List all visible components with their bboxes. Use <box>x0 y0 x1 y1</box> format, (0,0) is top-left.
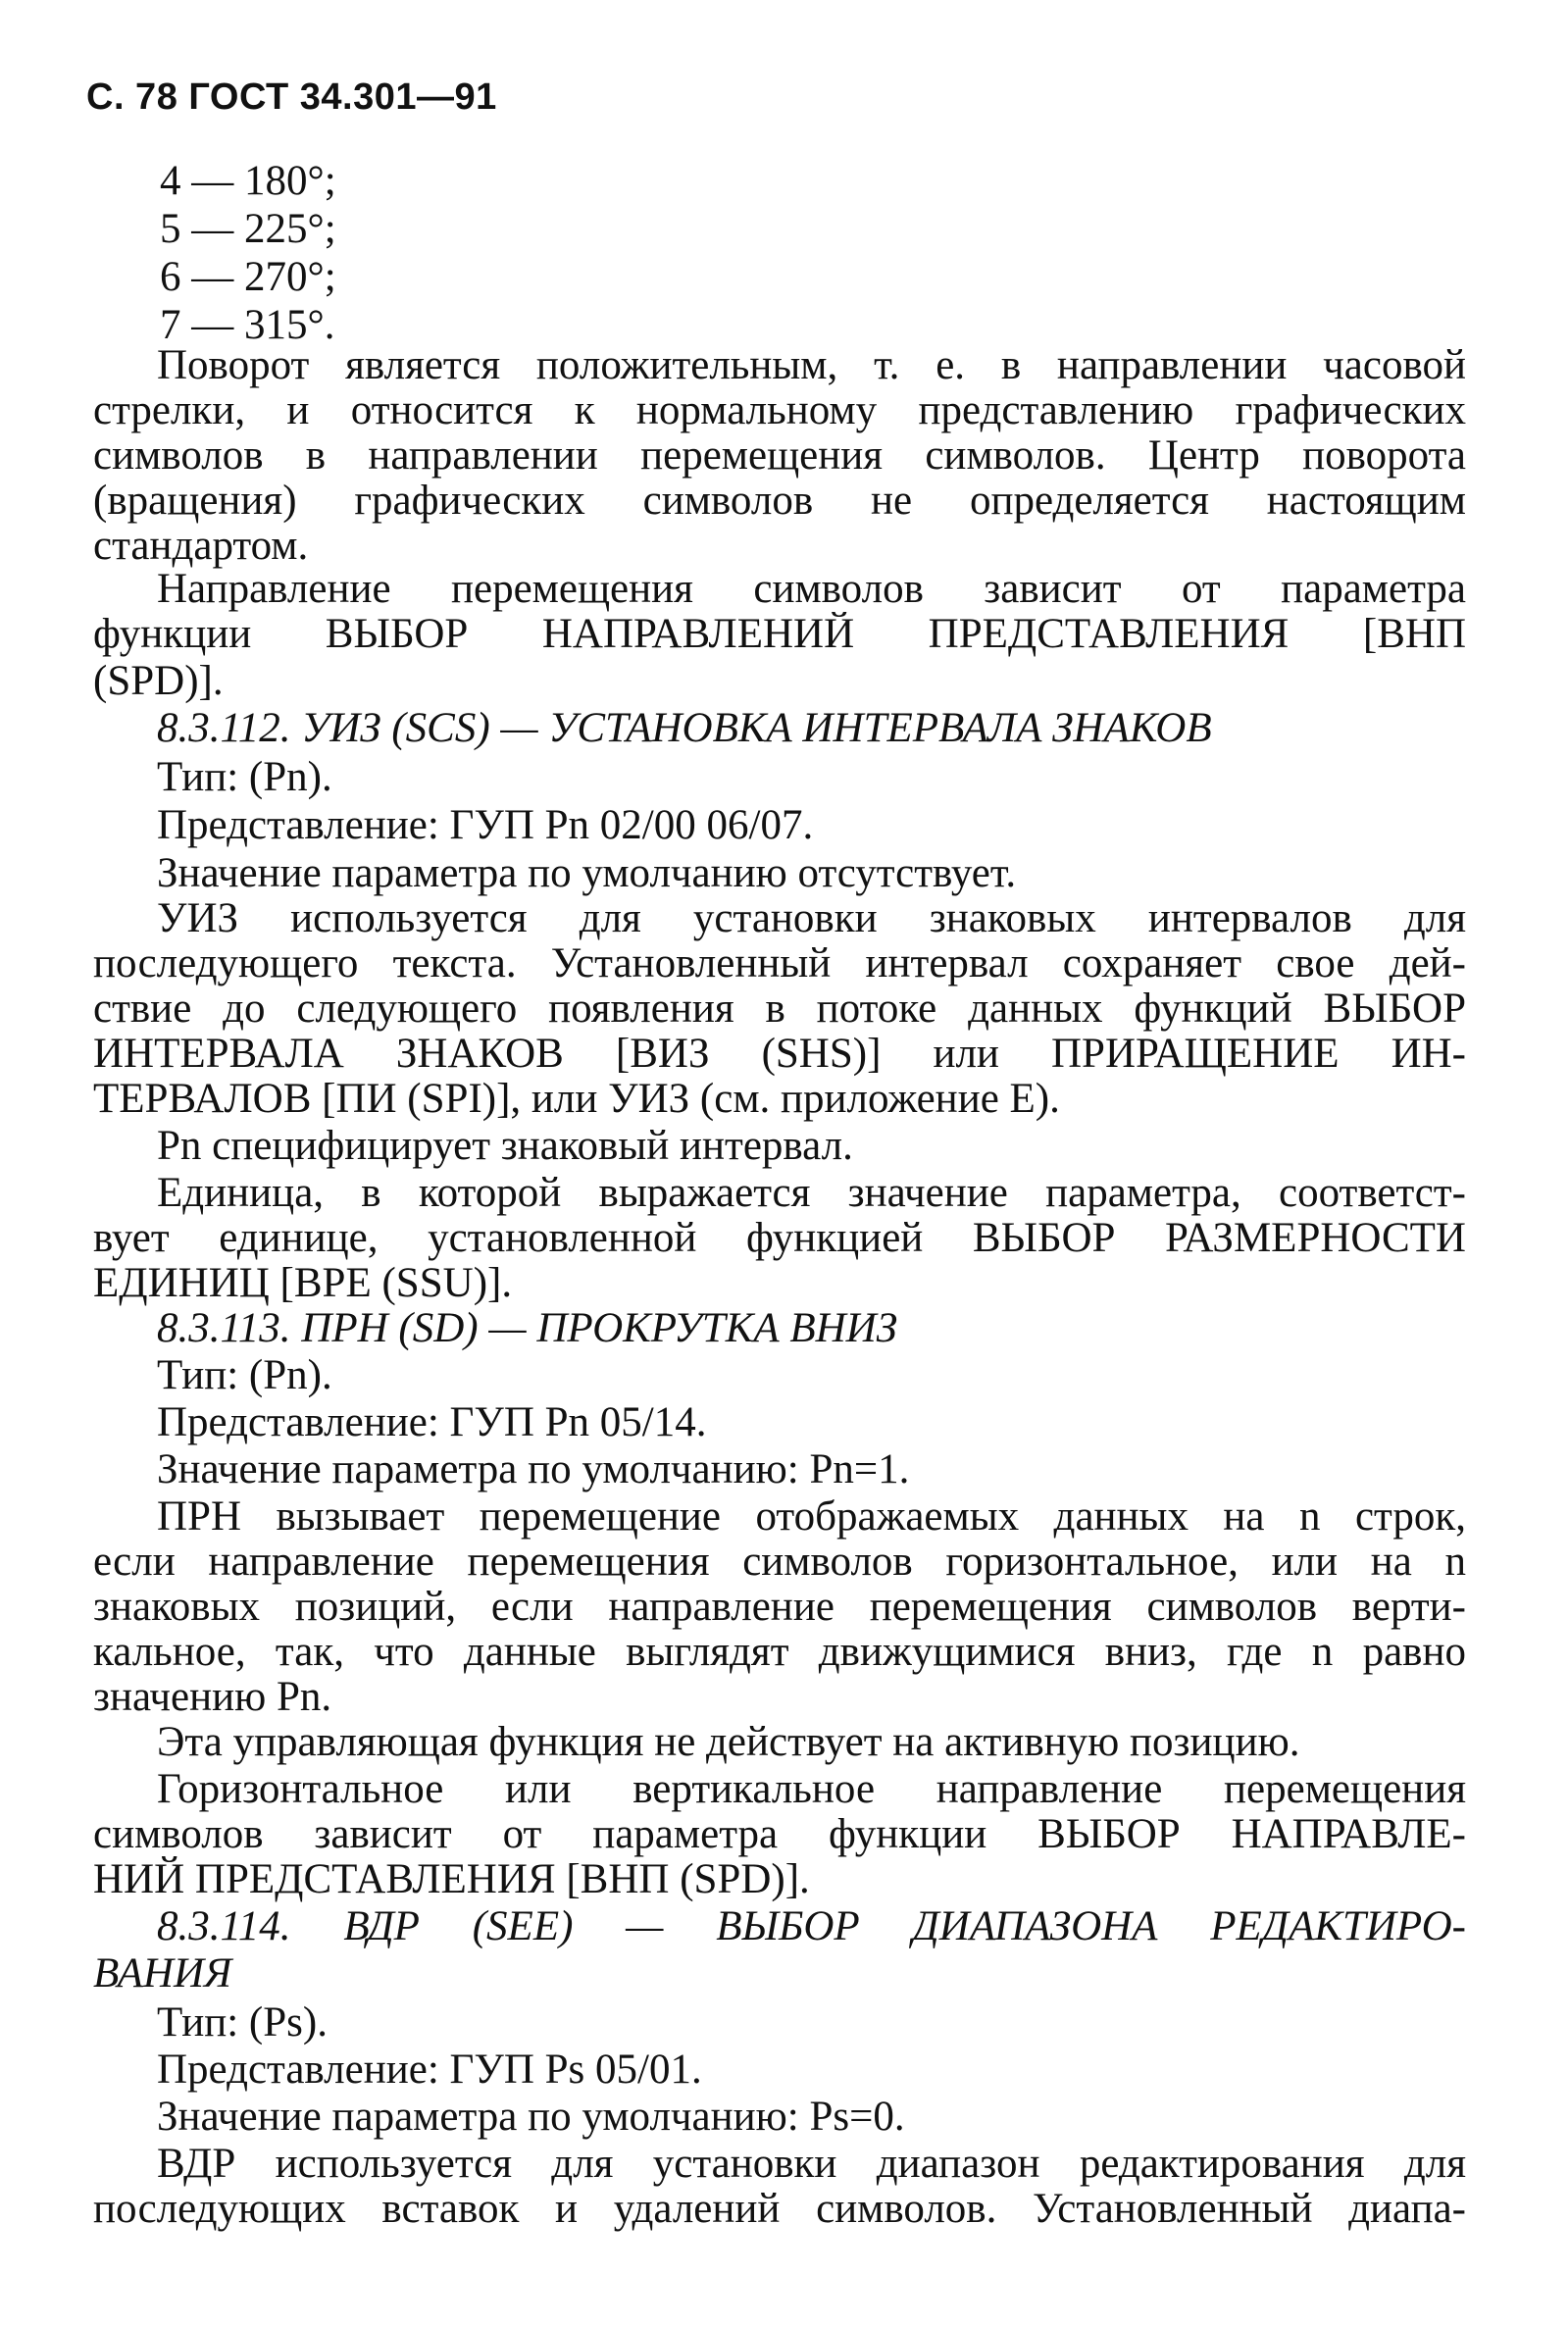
text-line: Тип: (Ps). <box>157 1999 328 2046</box>
text-line: Эта управляющая функция не действует на активную позицию. <box>157 1719 1300 1765</box>
section-heading-8-3-113: 8.3.113. ПРН (SD) — ПРОКРУТКА ВНИЗ <box>157 1305 898 1351</box>
text-line: Тип: (Pn). <box>157 1352 332 1398</box>
text-line: знаковых позиций, если направление перемещения символов верти- <box>93 1585 1466 1630</box>
text-line: стрелки, и относится к нормальному представлению графических <box>93 388 1466 433</box>
text-line: функции ВЫБОР НАПРАВЛЕНИЙ ПРЕДСТАВЛЕНИЯ [ВНП <box>93 612 1466 657</box>
text-line: УИЗ используется для установки знаковых интервалов для <box>157 896 1466 941</box>
text-line: Значение параметра по умолчанию отсутствует. <box>157 850 1017 896</box>
text-line: (SPD)]. <box>93 658 224 704</box>
text-line: 7 — 315°. <box>160 302 335 348</box>
text-line: ИНТЕРВАЛА ЗНАКОВ [ВИЗ (SHS)] или ПРИРАЩЕНИЕ ИН- <box>93 1032 1466 1077</box>
text-line: 4 — 180°; <box>160 158 336 204</box>
text-line: ствие до следующего появления в потоке данных функций ВЫБОР <box>93 986 1466 1032</box>
text-line: последующих вставок и удалений символов. Установленный диапа- <box>93 2187 1466 2232</box>
text-line: стандартом. <box>93 523 309 569</box>
section-heading-8-3-112: 8.3.112. УИЗ (SCS) — УСТАНОВКА ИНТЕРВАЛА ЗНАКОВ <box>157 705 1212 751</box>
text-line: Представление: ГУП Ps 05/01. <box>157 2047 702 2093</box>
text-line: Представление: ГУП Pn 02/00 06/07. <box>157 802 814 848</box>
text-line: НИЙ ПРЕДСТАВЛЕНИЯ [ВНП (SPD)]. <box>93 1856 810 1902</box>
text-line: Значение параметра по умолчанию: Ps=0. <box>157 2094 905 2140</box>
text-line: Представление: ГУП Pn 05/14. <box>157 1399 707 1445</box>
text-line: 5 — 225°; <box>160 206 336 252</box>
text-line: символов зависит от параметра функции ВЫБОР НАПРАВЛЕ- <box>93 1812 1466 1857</box>
text-line: символов в направлении перемещения символов. Центр поворота <box>93 433 1466 479</box>
text-line: Тип: (Pn). <box>157 754 332 800</box>
text-line: вует единице, установленной функцией ВЫБОР РАЗМЕРНОСТИ <box>93 1216 1466 1261</box>
page-header: С. 78 ГОСТ 34.301—91 <box>86 76 497 118</box>
text-line: кальное, так, что данные выглядят движущимися вниз, где n равно <box>93 1630 1466 1675</box>
text-line: (вращения) графических символов не определяется настоящим <box>93 479 1466 524</box>
text-line: ВДР используется для установки диапазон редактирования для <box>157 2142 1466 2187</box>
text-line: ТЕРВАЛОВ [ПИ (SPI)], или УИЗ (см. приложение Е). <box>93 1076 1060 1122</box>
text-line: значению Pn. <box>93 1674 332 1720</box>
text-line: ПРН вызывает перемещение отображаемых данных на n строк, <box>157 1494 1466 1540</box>
text-line: Направление перемещения символов зависит от параметра <box>157 567 1466 612</box>
text-line: 6 — 270°; <box>160 254 336 300</box>
text-line: ЕДИНИЦ [ВРЕ (SSU)]. <box>93 1260 513 1306</box>
text-line: Единица, в которой выражается значение параметра, соответст- <box>157 1171 1466 1216</box>
text-line: последующего текста. Установленный интервал сохраняет свое дей- <box>93 941 1466 986</box>
section-heading-8-3-114-cont: ВАНИЯ <box>93 1950 232 1996</box>
text-line: Горизонтальное или вертикальное направление перемещения <box>157 1767 1466 1812</box>
text-line: Pn специфицирует знаковый интервал. <box>157 1123 853 1169</box>
text-line: если направление перемещения символов горизонтальное, или на n <box>93 1540 1466 1585</box>
text-line: Поворот является положительным, т. е. в направлении часовой <box>157 343 1466 388</box>
text-line: Значение параметра по умолчанию: Pn=1. <box>157 1446 910 1492</box>
section-heading-8-3-114: 8.3.114. ВДР (SEE) — ВЫБОР ДИАПАЗОНА РЕДАКТИРО- <box>157 1904 1466 1949</box>
